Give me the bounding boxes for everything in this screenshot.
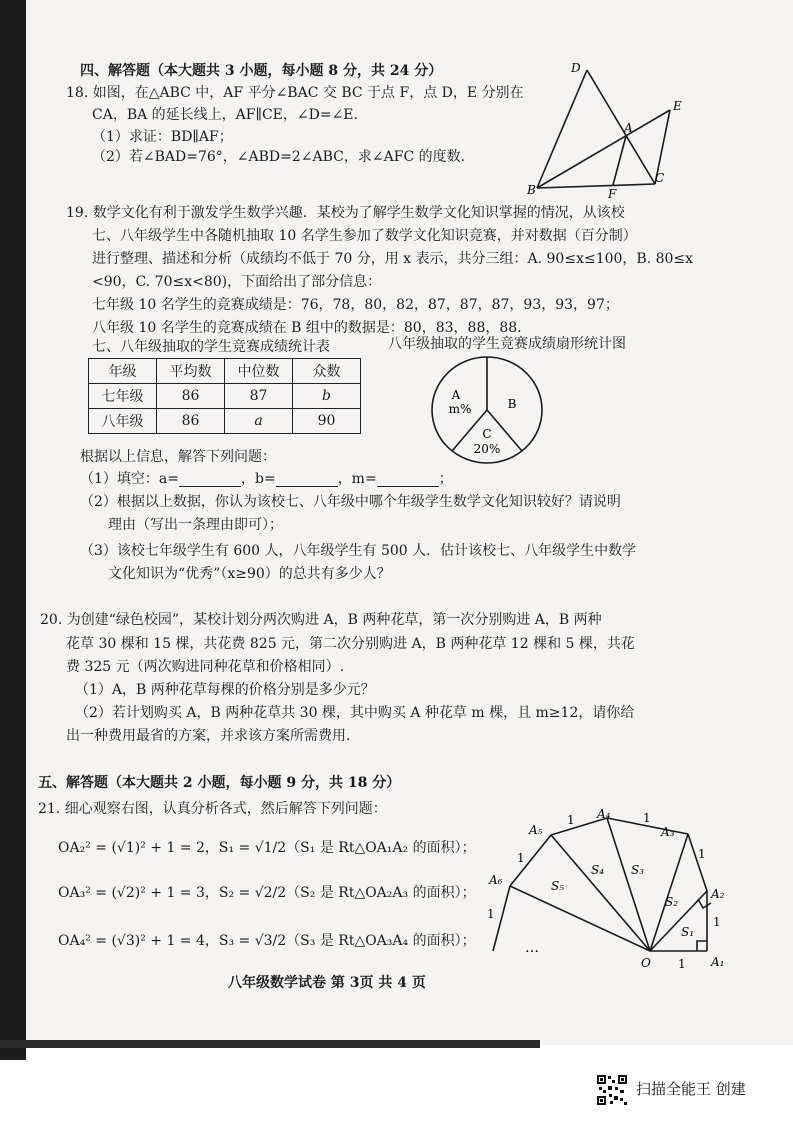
q21-equation-2: OA₃² = (√2)² + 1 = 3，S₂ = √2/2（S₂ 是 Rt△OA₂A₃ 的面积）； [58, 885, 476, 901]
table-header-cell: 中位数 [225, 359, 293, 384]
q19-pie-chart [430, 354, 550, 466]
q19-line6: 八年级 10 名学生的竞赛成绩在 B 组中的数据是：80，83，88，88. [92, 320, 522, 336]
table-header-cell: 众数 [293, 359, 361, 384]
table-header-row [89, 359, 361, 384]
q19-fill-end: ； [438, 471, 453, 487]
q18-label-c: C [655, 171, 665, 185]
q18-label-b: B [527, 183, 536, 197]
q20-line4: （1）A，B 两种花草每棵的价格分别是多少元？ [75, 682, 375, 698]
pie-label-b: B [507, 397, 517, 411]
q21-equation-3: OA₄² = (√3)² + 1 = 4，S₃ = √3/2（S₃ 是 Rt△OA₃A₄ 的面积）； [58, 933, 476, 949]
table-cell: 七年级 [89, 384, 157, 409]
q19-line2: 七、八年级学生中各随机抽取 10 名学生参加了数学文化知识竞赛，并对数据（百分制） [92, 228, 637, 244]
pie-label-c-percent: 20% [473, 442, 501, 456]
spiral-label-s1: S₁ [681, 925, 695, 939]
q19-line4: <90，C. 70≤x<80)，下面给出了部分信息： [92, 274, 382, 290]
q18-line1: 18. 如图，在△ABC 中，AF 平分∠BAC 交 BC 于点 F，点 D，E 分别在 [66, 85, 524, 101]
q19-fill-m-label: ，m= [337, 471, 377, 487]
table-cell: 86 [157, 409, 225, 434]
q20-line1: 20. 为创建“绿色校园”，某校计划分两次购进 A，B 两种花草，第一次分别购进 A，B 两种 [40, 612, 602, 628]
scan-dark-edge [0, 0, 26, 1060]
q18-part2: （2）若∠BAD=76°，∠ABD=2∠ABC，求∠AFC 的度数. [92, 149, 466, 165]
spiral-label-a3: A₃ [661, 825, 675, 839]
answer-blank-m[interactable] [377, 472, 439, 487]
spiral-label-a6: A₆ [489, 873, 503, 887]
page-footer: 八年级数学试卷 第 3页 共 4 页 [228, 975, 426, 991]
qr-code-icon [596, 1074, 628, 1106]
q21-spiral-figure [485, 806, 735, 978]
spiral-label-one: 1 [643, 811, 651, 825]
q19-table-caption: 七、八年级抽取的学生竞赛成绩统计表 [92, 339, 330, 355]
pie-label-a: A [451, 388, 461, 402]
spiral-label-a4: A₄ [597, 807, 611, 821]
spiral-label-one: 1 [713, 915, 721, 929]
table-header-cell: 平均数 [157, 359, 225, 384]
table-cell: b [293, 384, 361, 409]
pie-label-c: C [482, 427, 492, 441]
spiral-label-s2: S₂ [665, 895, 679, 909]
answer-blank-b[interactable] [276, 472, 338, 487]
table-cell: 87 [225, 384, 293, 409]
q19-intro: 根据以上信息，解答下列问题： [80, 449, 276, 465]
q19-pie-caption: 八年级抽取的学生竞赛成绩扇形统计图 [388, 336, 626, 352]
scan-bottom-edge [0, 1040, 540, 1048]
q18-label-f: F [608, 187, 617, 201]
q18-line2: CA，BA 的延长线上，AF∥CE，∠D=∠E. [92, 107, 358, 123]
table-cell: 86 [157, 384, 225, 409]
q19-line5: 七年级 10 名学生的竞赛成绩是：76，78，80，82，87，87，87，93，93，97； [92, 297, 619, 313]
q18-part1: （1）求证：BD∥AF； [92, 129, 233, 145]
spiral-label-one: 1 [567, 813, 575, 827]
q21-equation-1: OA₂² = (√1)² + 1 = 2，S₁ = √1/2（S₁ 是 Rt△OA₁A₂ 的面积）； [58, 840, 476, 856]
q20-line3: 费 325 元（两次购进同种花草和价格相同）. [66, 659, 345, 675]
q19-fill-b-label: ，b= [240, 471, 276, 487]
q20-line5: （2）若计划购买 A，B 两种花草共 30 棵，其中购买 A 种花草 m 棵，且 m≥12，请你给 [75, 705, 635, 721]
spiral-label-s3: S₃ [631, 863, 645, 877]
q18-triangle-figure [525, 60, 695, 200]
spiral-label-one: 1 [698, 847, 706, 861]
q19-line1: 19. 数学文化有利于激发学生数学兴趣．某校为了解学生数学文化知识掌握的情况，从该校 [66, 205, 625, 221]
q21-intro: 21. 细心观察右图，认真分析各式，然后解答下列问题： [38, 801, 387, 817]
q19-part2-line2: 理由（写出一条理由即可）； [108, 517, 283, 533]
spiral-dots: … [525, 940, 539, 956]
q19-part1 [80, 471, 453, 487]
table-row [89, 384, 361, 409]
q19-fill-a-label: （1）填空：a= [80, 471, 179, 487]
table-cell: a [225, 409, 293, 434]
q20-line2: 花草 30 棵和 15 棵，共花费 825 元，第二次分别购进 A，B 两种花草 12 棵和 5 棵，共花 [66, 636, 635, 652]
q18-label-a: A [624, 121, 633, 135]
table-cell: 90 [293, 409, 361, 434]
pie-label-a-percent: m% [448, 402, 472, 416]
spiral-label-one: 1 [487, 907, 495, 921]
spiral-label-a5: A₅ [529, 823, 543, 837]
q19-stats-table [88, 358, 361, 434]
q18-label-d: D [571, 61, 581, 75]
q19-part3-line1: （3）该校七年级学生有 600 人，八年级学生有 500 人．估计该校七、八年级学生中数学 [80, 543, 637, 559]
section4-heading: 四、解答题（本大题共 3 小题，每小题 8 分，共 24 分） [80, 63, 443, 79]
q19-part2-line1: （2）根据以上数据，你认为该校七、八年级中哪个年级学生数学文化知识较好？请说明 [80, 494, 621, 510]
table-row [89, 409, 361, 434]
spiral-label-o: O [641, 956, 651, 970]
q18-label-e: E [673, 99, 682, 113]
spiral-label-a1: A₁ [711, 955, 725, 969]
scanner-watermark: 扫描全能王 创建 [636, 1080, 746, 1098]
q20-line6: 出一种费用最省的方案，并求该方案所需费用. [66, 728, 351, 744]
section5-heading: 五、解答题（本大题共 2 小题，每小题 9 分，共 18 分） [38, 775, 401, 791]
q19-line3: 进行整理、描述和分析（成绩均不低于 70 分，用 x 表示，共分三组：A. 90≤x≤100，B. 80≤x [92, 251, 694, 267]
q19-part3-line2: 文化知识为“优秀”（x≥90）的总共有多少人？ [108, 566, 391, 582]
table-cell: 八年级 [89, 409, 157, 434]
spiral-label-one: 1 [517, 851, 525, 865]
spiral-label-one: 1 [678, 957, 686, 971]
spiral-label-s4: S₄ [591, 863, 605, 877]
table-header-cell: 年级 [89, 359, 157, 384]
answer-blank-a[interactable] [179, 472, 241, 487]
spiral-label-a2: A₂ [711, 887, 725, 901]
spiral-label-s5: S₅ [551, 879, 565, 893]
